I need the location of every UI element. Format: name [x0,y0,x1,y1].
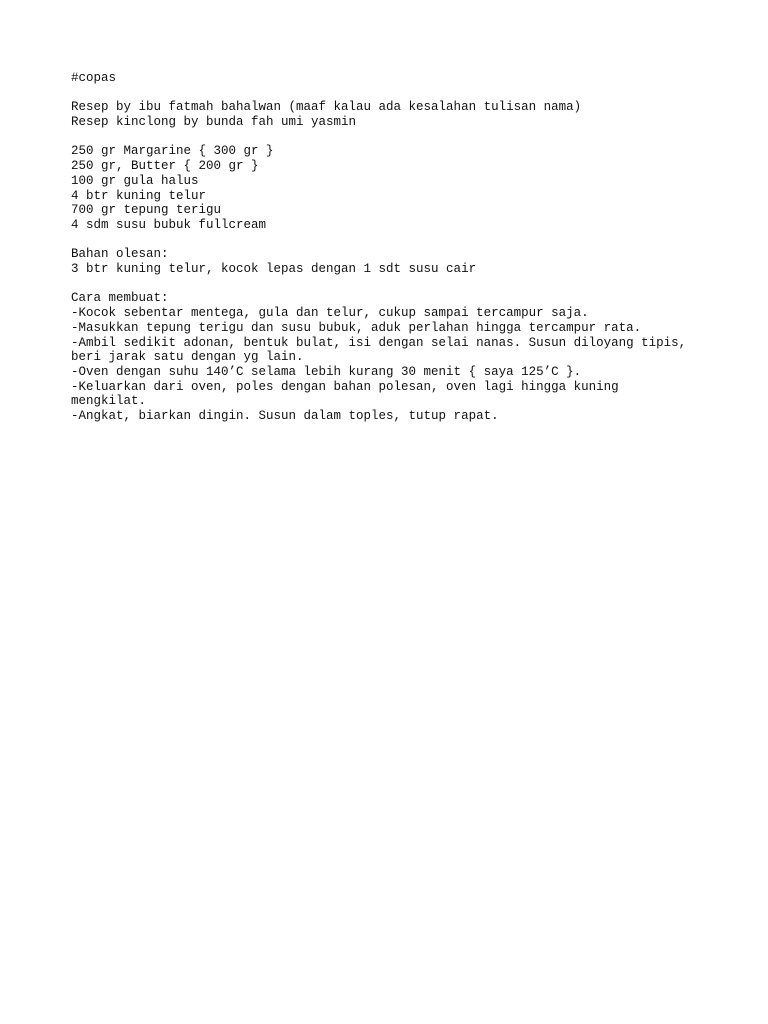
credit-line: Resep by ibu fatmah bahalwan (maaf kalau ada kesalahan tulisan nama) [71,100,582,115]
ingredient-line: 250 gr Margarine { 300 gr } [71,144,274,159]
blank-line [71,277,731,292]
method-line: mengkilat. [71,394,147,409]
ingredient-line: 4 btr kuning telur [71,188,207,203]
credit-line: Resep kinclong by bunda fah umi yasmin [71,115,357,130]
blank-line [71,233,731,248]
method-line: -Angkat, biarkan dingin. Susun dalam toples, tutup rapat. [71,409,499,424]
method-line: -Masukkan tepung terigu dan susu bubuk, aduk perlahan hingga tercampur rata. [71,320,642,335]
hashtag: #copas [71,71,117,85]
method-line: -Oven dengan suhu 140’C selama lebih kurang 30 menit { saya 125’C }. [71,365,582,379]
recipe-document [71,71,731,424]
blank-line [71,130,731,145]
glaze-text: 3 btr kuning telur, kocok lepas dengan 1 sdt susu cair [71,262,477,277]
ingredient-line: 250 gr, Butter { 200 gr } [71,159,259,174]
method-heading: Cara membuat: [71,291,169,306]
method-line: -Keluarkan dari oven, poles dengan bahan polesan, oven lagi hingga kuning [71,379,619,394]
ingredient-line: 100 gr gula halus [71,173,199,188]
method-line: beri jarak satu dengan yg lain. [71,350,304,365]
glaze-heading: Bahan olesan: [71,247,169,262]
method-line: -Ambil sedikit adonan, bentuk bulat, isi dengan selai nanas. Susun diloyang tipis, [71,335,687,350]
ingredient-line: 4 sdm susu bubuk fullcream [71,218,267,232]
blank-line [71,86,731,101]
method-line: -Kocok sebentar mentega, gula dan telur, cukup sampai tercampur saja. [71,306,589,321]
ingredient-line: 700 gr tepung terigu [71,203,222,218]
